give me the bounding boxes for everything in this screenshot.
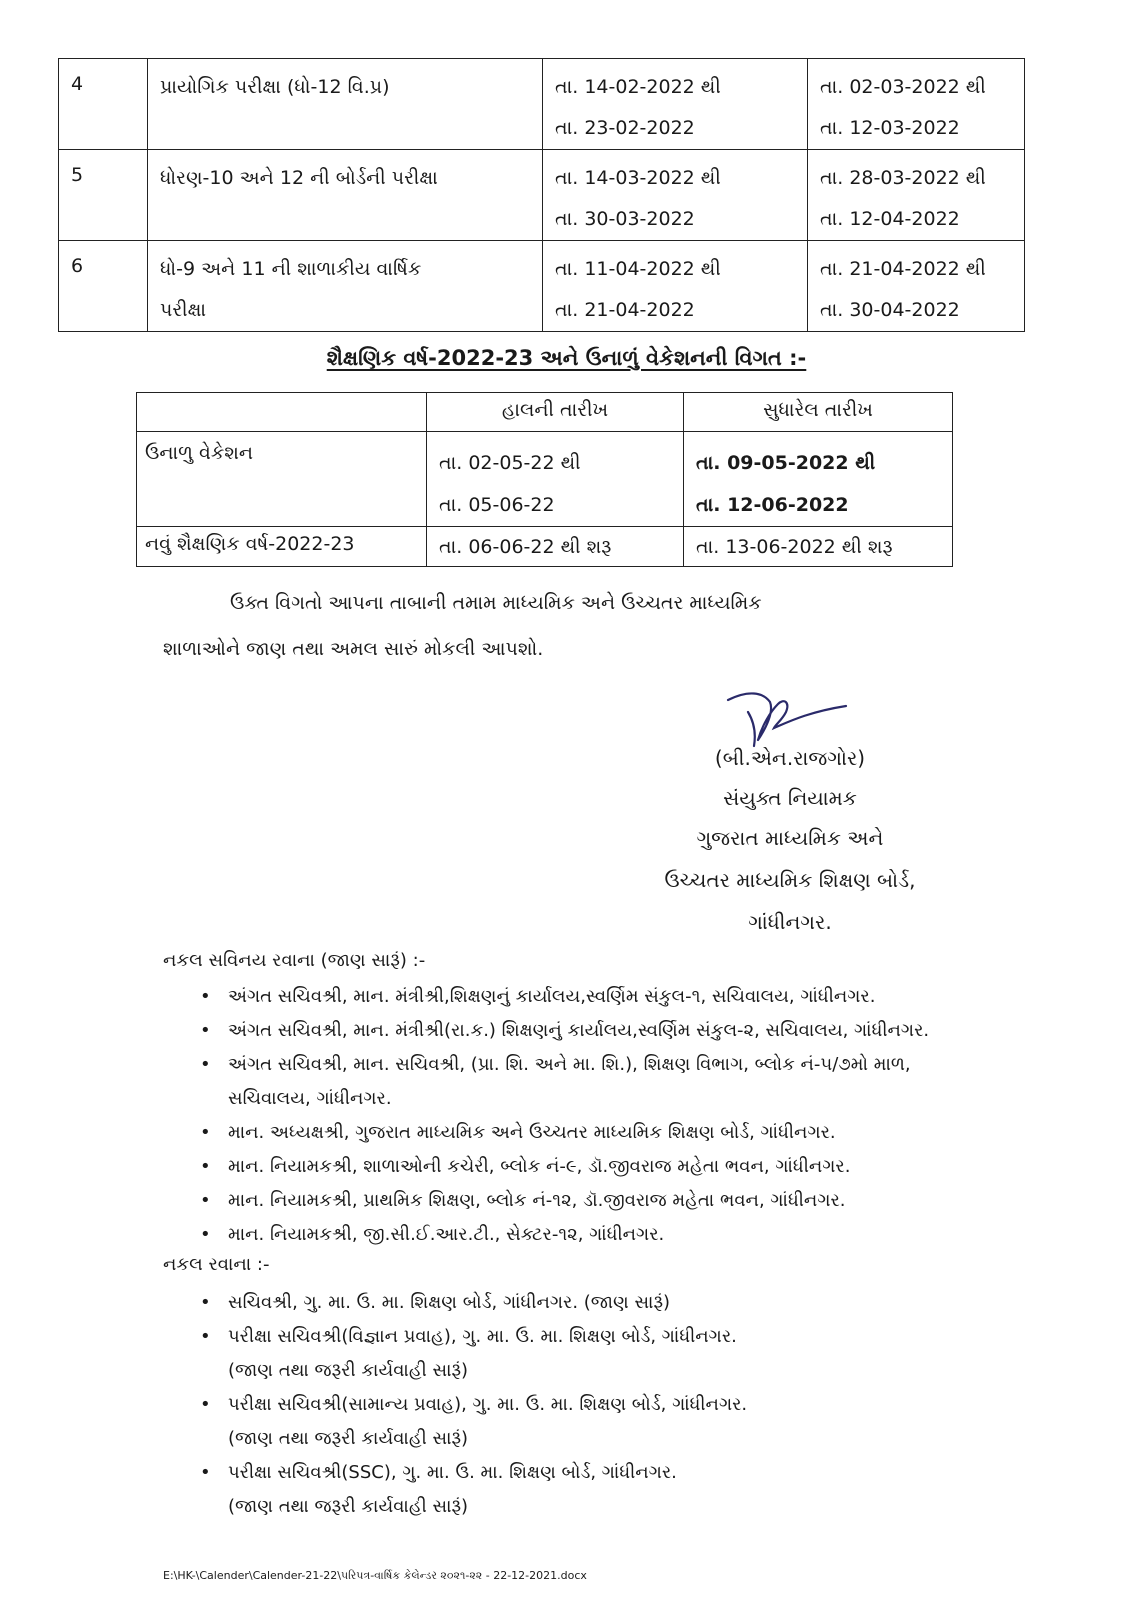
body-line-1: ઉક્ત વિગતો આપના તાબાની તમામ માધ્યમિક અને ઉચ્ચતર માધ્યમિક [230,592,762,614]
vacation-heading [0,346,1133,371]
row-number: 6 [59,241,148,332]
list-item-text: પરીક્ષા સચિવશ્રી(વિજ્ઞાન પ્રવાહ), ગુ. મા. ઉ. મા. શિક્ષણ બોર્ડ, ગાંધીનગર. [228,1326,737,1347]
signatory-org-line-1: ગુજરાત માધ્યમિક અને [696,826,884,850]
list-item [196,1320,1096,1388]
copy-forwarded-heading: નકલ રવાના :- [163,1254,270,1275]
current-dates [427,432,684,527]
current-dates [543,241,808,332]
signatory-city: ગાંધીનગર. [748,910,832,934]
list-item-note: (જાણ તથા જરૂરી કાર્યવાહી સારૂં) [228,1496,469,1517]
list-item: • માન. અધ્યક્ષશ્રી, ગુજરાત માધ્યમિક અને ઉચ્ચતર માધ્યમિક શિક્ષણ બોર્ડ, ગાંધીનગર. [196,1116,1096,1150]
signatory-org-line-2: ઉચ્ચતર માધ્યમિક શિક્ષણ બોર્ડ, [664,868,916,892]
copy-respectful-list [196,980,1096,1252]
list-item-note: (જાણ તથા જરૂરી કાર્યવાહી સારૂં) [228,1428,469,1449]
revised-dates: તા. 13-06-2022 થી શરૂ [684,527,953,567]
list-item [196,1388,1096,1456]
vacation-heading-text: શૈક્ષણિક વર્ષ-2022-23 અને ઉનાળું વેકેશનની વિગત :- [326,346,807,370]
list-item: • સચિવશ્રી, ગુ. મા. ઉ. મા. શિક્ષણ બોર્ડ, ગાંધીનગર. (જાણ સારૂં) [196,1286,1096,1320]
table-row [137,527,953,567]
table-row [137,432,953,527]
list-item-note: (જાણ તથા જરૂરી કાર્યવાહી સારૂં) [228,1360,469,1381]
signatory-designation: સંયુક્ત નિયામક [723,786,857,810]
signature-image [718,682,858,750]
row-number: 5 [59,150,148,241]
list-item: • માન. નિયામકશ્રી, શાળાઓની કચેરી, બ્લોક નં-૯, ડૉ.જીવરાજ મહેતા ભવન, ગાંધીનગર. [196,1150,1096,1184]
revised-dates [684,432,953,527]
list-item: • અંગત સચિવશ્રી, માન. મંત્રીશ્રી,શિક્ષણનું કાર્યાલય,સ્વર્ણિમ સંકુલ-૧, સચિવાલય, ગાંધીનગર. [196,980,1096,1014]
date-to: તા. 12-06-2022 [696,494,849,516]
revised-dates [808,150,1025,241]
vacation-table [136,392,953,567]
row-label: ઉનાળુ વેકેશન [137,432,427,527]
list-item-text: પરીક્ષા સચિવશ્રી(SSC), ગુ. મા. ઉ. મા. શિક્ષણ બોર્ડ, ગાંધીનગર. [228,1462,677,1483]
list-item: • માન. નિયામકશ્રી, જી.સી.ઈ.આર.ટી., સેક્ટર-૧૨, ગાંધીનગર. [196,1218,1096,1252]
revised-dates [808,59,1025,150]
header-revised-date: સુધારેલ તારીખ [684,393,953,432]
date-from: તા. 14-02-2022 થી [555,76,721,98]
schedule-table [58,58,1025,332]
table-row [59,59,1025,150]
copy-respectful-heading: નકલ સવિનય રવાના (જાણ સારૂં) :- [163,950,426,971]
date-from: તા. 14-03-2022 થી [555,167,721,189]
table-header-row [137,393,953,432]
row-description-line: ધોરણ-10 અને 12 ની બોર્ડની પરીક્ષા [160,167,438,189]
row-description [148,241,543,332]
current-dates [543,59,808,150]
revised-dates [808,241,1025,332]
date-from: તા. 11-04-2022 થી [555,258,721,280]
current-dates: તા. 06-06-22 થી શરૂ [427,527,684,567]
header-current-date: હાલની તારીખ [427,393,684,432]
date-from: તા. 02-05-22 થી [439,452,581,474]
date-to: તા. 12-04-2022 [820,208,960,230]
date-from: તા. 28-03-2022 થી [820,167,986,189]
list-item: • અંગત સચિવશ્રી, માન. મંત્રીશ્રી(રા.ક.) શિક્ષણનું કાર્યાલય,સ્વર્ણિમ સંકુલ-૨, સચિવાલય, ગાંધીનગર. [196,1014,1096,1048]
copy-forwarded-list [196,1286,1096,1524]
row-description [148,150,543,241]
footer-file-path: E:\HK-\Calender\Calender-21-22\પરિપત્ર-વાર્ષિક કેલેન્ડર ૨૦૨૧-૨૨ - 22-12-2021.docx [163,1569,587,1582]
date-to: તા. 21-04-2022 [555,299,695,321]
table-row [59,241,1025,332]
date-from: તા. 21-04-2022 થી [820,258,986,280]
date-to: તા. 12-03-2022 [820,117,960,139]
body-line-2: શાળાઓને જાણ તથા અમલ સારું મોકલી આપશો. [163,638,544,660]
date-to: તા. 05-06-22 [439,494,555,516]
row-description-line: પરીક્ષા [160,299,207,321]
list-item [196,1048,1096,1116]
date-to: તા. 23-02-2022 [555,117,695,139]
row-description-line: ધો-9 અને 11 ની શાળાકીય વાર્ષિક [160,258,422,280]
header-empty-cell [137,393,427,432]
list-item: • માન. નિયામકશ્રી, પ્રાથમિક શિક્ષણ, બ્લોક નં-૧૨, ડૉ.જીવરાજ મહેતા ભવન, ગાંધીનગર. [196,1184,1096,1218]
list-item-text: સચિવાલય, ગાંધીનગર. [228,1088,392,1109]
date-from: તા. 02-03-2022 થી [820,76,986,98]
row-number: 4 [59,59,148,150]
row-description-line: પ્રાયોગિક પરીક્ષા (ધો-12 વિ.પ્ર) [160,76,390,98]
table-row [59,150,1025,241]
list-item-text: અંગત સચિવશ્રી, માન. સચિવશ્રી, (પ્રા. શિ. અને મા. શિ.), શિક્ષણ વિભાગ, બ્લોક નં-૫/૭મો માળ, [228,1054,911,1075]
list-item [196,1456,1096,1524]
row-label: નવું શૈક્ષણિક વર્ષ-2022-23 [137,527,427,567]
current-dates [543,150,808,241]
list-item-text: પરીક્ષા સચિવશ્રી(સામાન્ય પ્રવાહ), ગુ. મા. ઉ. મા. શિક્ષણ બોર્ડ, ગાંધીનગર. [228,1394,748,1415]
date-from: તા. 09-05-2022 થી [696,452,876,474]
date-to: તા. 30-03-2022 [555,208,695,230]
date-to: તા. 30-04-2022 [820,299,960,321]
row-description [148,59,543,150]
signatory-name: (બી.એન.રાજગોર) [714,746,866,770]
